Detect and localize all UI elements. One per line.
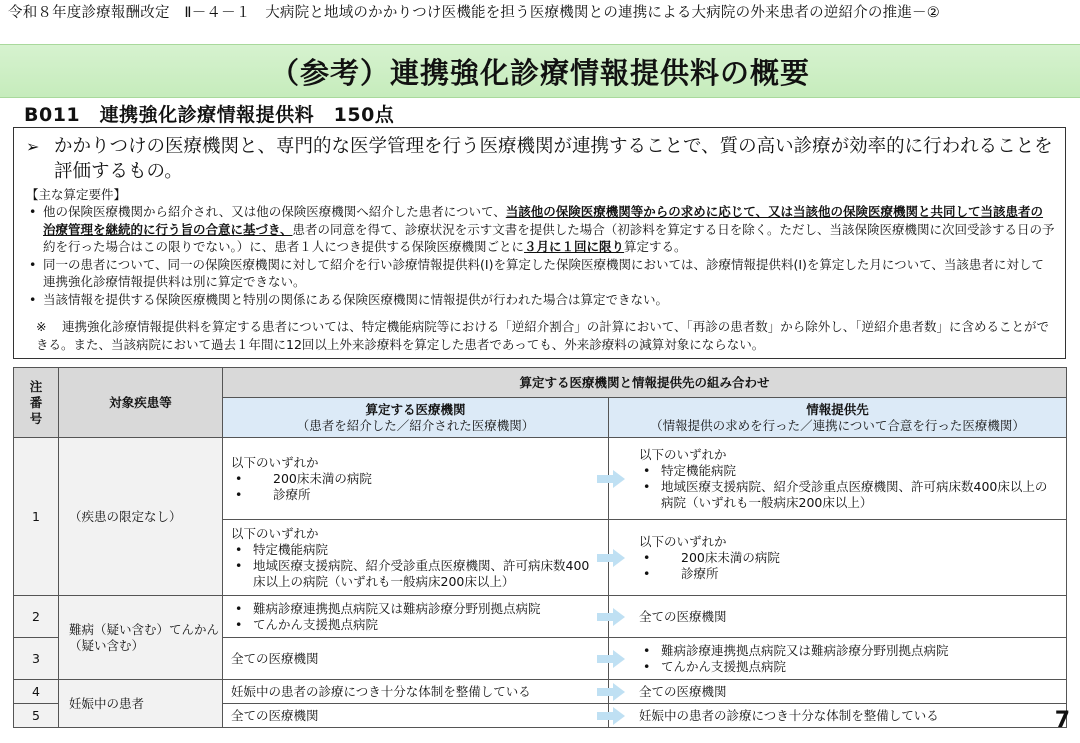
table-row <box>14 438 1067 520</box>
calc-cell: 妊娠中の患者の診療につき十分な体制を整備している <box>223 680 609 704</box>
disease-cell: 難病（疑い含む）てんかん（疑い含む） <box>59 596 223 680</box>
list-item: • 特定機能病院 <box>235 541 329 557</box>
row-number: 2 <box>14 596 59 638</box>
combination-table <box>13 367 1067 728</box>
list-item: • 診療所 <box>235 486 311 502</box>
list-item: • てんかん支援拠点病院 <box>235 616 379 632</box>
list-item: • 難病診療連携拠点病院又は難病診療分野別拠点病院 <box>235 600 541 616</box>
list-item: • 地域医療支援病院、紹介受診重点医療機関、許可病床数400床以上の病院（いずれも一般病床200床以上） <box>235 557 590 589</box>
list-item: • てんかん支援拠点病院 <box>643 658 787 674</box>
provision-cell: 以下のいずれか • 特定機能病院 • 地域医療支援病院、紹介受診重点医療機関、許可病床数400床以上の病院（いずれも一般病床200床以上） <box>609 438 1067 520</box>
bullet-icon: • <box>643 478 651 494</box>
provision-cell: 妊娠中の患者の診療につき十分な体制を整備している <box>609 704 1067 728</box>
header-calculating-institution: 算定する医療機関 （患者を紹介した／紹介された医療機関） <box>223 398 609 438</box>
header-line: 令和８年度診療報酬改定 Ⅱ－４－１ 大病院と地域のかかりつけ医機能を担う医療機関との連携による大病院の外来患者の逆紹介の推進－② <box>8 5 940 21</box>
requirement-item: • 他の保険医療機関から紹介され、又は他の保険医療機関へ紹介した患者について、当該他の保険医療機関等からの求めに応じて、又は当該他の保険医療機関と共同して当該患者の治療管理を継続的に行う旨の合意に基づき、患者の同意を得て、診療状況を示す文書を提供した場合（初診料を算定する日を除く。ただし、当該保険医療機関に次回受診する日の予約を行った場合はこの限りでない。）に、患者１人につき提供する保険医療機関ごとに３月に１回に限り算定する。 <box>29 204 1055 254</box>
bullet-icon: • <box>235 600 243 616</box>
bullet-icon: • <box>235 470 243 486</box>
header-combination: 算定する医療機関と情報提供先の組み合わせ <box>223 368 1067 398</box>
calc-cell: 全ての医療機関 <box>223 704 609 728</box>
page-title: （参考）連携強化診療情報提供料の概要 <box>269 55 810 90</box>
calc-cell: 以下のいずれか • 特定機能病院 • 地域医療支援病院、紹介受診重点医療機関、許可病床数400床以上の病院（いずれも一般病床200床以上） <box>223 520 609 596</box>
bullet-icon: • <box>643 549 651 565</box>
calc-cell: 全ての医療機関 <box>223 638 609 680</box>
header-disease: 対象疾患等 <box>59 368 223 438</box>
right-arrow-icon <box>597 549 625 567</box>
list-item: • 200床未満の病院 <box>643 549 780 565</box>
summary-box <box>13 127 1066 359</box>
provision-cell: 全ての医療機関 <box>609 680 1067 704</box>
header-provision-destination: 情報提供先 （情報提供の求めを行った／連携について合意を行った医療機関） <box>609 398 1067 438</box>
bullet-icon: • <box>29 204 37 219</box>
list-item: • 診療所 <box>643 565 719 581</box>
bullet-icon: • <box>643 642 651 658</box>
bullet-icon: • <box>643 565 651 581</box>
table-row <box>14 680 1067 704</box>
provision-cell: 以下のいずれか • 200床未満の病院 • 診療所 <box>609 520 1067 596</box>
bullet-icon: • <box>235 486 243 502</box>
list-item: • 特定機能病院 <box>643 462 737 478</box>
row-number: 3 <box>14 638 59 680</box>
row-number: 4 <box>14 680 59 704</box>
bullet-icon: • <box>643 462 651 478</box>
provision-cell <box>609 638 1067 680</box>
bullet-icon: • <box>235 541 243 557</box>
bullet-icon: • <box>29 256 37 272</box>
header-number: 注番号 <box>14 368 59 438</box>
requirements-list <box>26 203 1055 308</box>
fee-heading: B011 連携強化診療情報提供料 150点 <box>24 104 395 126</box>
row-number: 5 <box>14 704 59 728</box>
lead-text: ➢ かかりつけの医療機関と、専門的な医学管理を行う医療機関が連携することで、質の高い診療が効率的に行われることを評価するもの。 <box>26 136 1053 182</box>
calc-cell <box>223 596 609 638</box>
page-number: 7 <box>1054 708 1070 733</box>
list-item: • 200床未満の病院 <box>235 470 372 486</box>
provision-cell: 全ての医療機関 <box>609 596 1067 638</box>
title-banner <box>0 44 1080 98</box>
arrow-bullet-icon: ➢ <box>26 137 40 156</box>
bullet-icon: • <box>235 557 243 573</box>
note: ※ 連携強化診療情報提供料を算定する患者については、特定機能病院等における「逆紹介割合」の計算において、「再診の患者数」から除外し、「逆紹介患者数」に含めることができる。また、当該病院において過去１年間に12回以上外来診療料を算定した患者であっても、外来診療料の減算対象にならない。 <box>36 319 1050 352</box>
calc-cell: 以下のいずれか • 200床未満の病院 • 診療所 <box>223 438 609 520</box>
table-row <box>14 596 1067 638</box>
right-arrow-icon <box>597 683 625 701</box>
disease-cell: （疾患の限定なし） <box>59 438 223 596</box>
bullet-icon: • <box>235 616 243 632</box>
right-arrow-icon <box>597 650 625 668</box>
disease-cell: 妊娠中の患者 <box>59 680 223 728</box>
bullet-icon: • <box>29 291 37 307</box>
list-item: • 地域医療支援病院、紹介受診重点医療機関、許可病床数400床以上の病院（いずれも一般病床200床以上） <box>643 478 1048 510</box>
requirements-heading: 【主な算定要件】 <box>26 187 127 202</box>
right-arrow-icon <box>597 470 625 488</box>
row-number: 1 <box>14 438 59 596</box>
right-arrow-icon <box>597 707 625 725</box>
requirement-item: • 当該情報を提供する保険医療機関と特別の関係にある保険医療機関に情報提供が行われた場合は算定できない。 <box>29 291 669 307</box>
bullet-icon: • <box>643 658 651 674</box>
right-arrow-icon <box>597 608 625 626</box>
list-item: • 難病診療連携拠点病院又は難病診療分野別拠点病院 <box>643 642 949 658</box>
requirement-item: • 同一の患者について、同一の保険医療機関に対して紹介を行い診療情報提供料(Ⅰ)を算定した保険医療機関においては、診療情報提供料(Ⅰ)を算定した月について、当該患者に対して連携強化診療情報提供料は別に算定できない。 <box>29 256 1044 289</box>
